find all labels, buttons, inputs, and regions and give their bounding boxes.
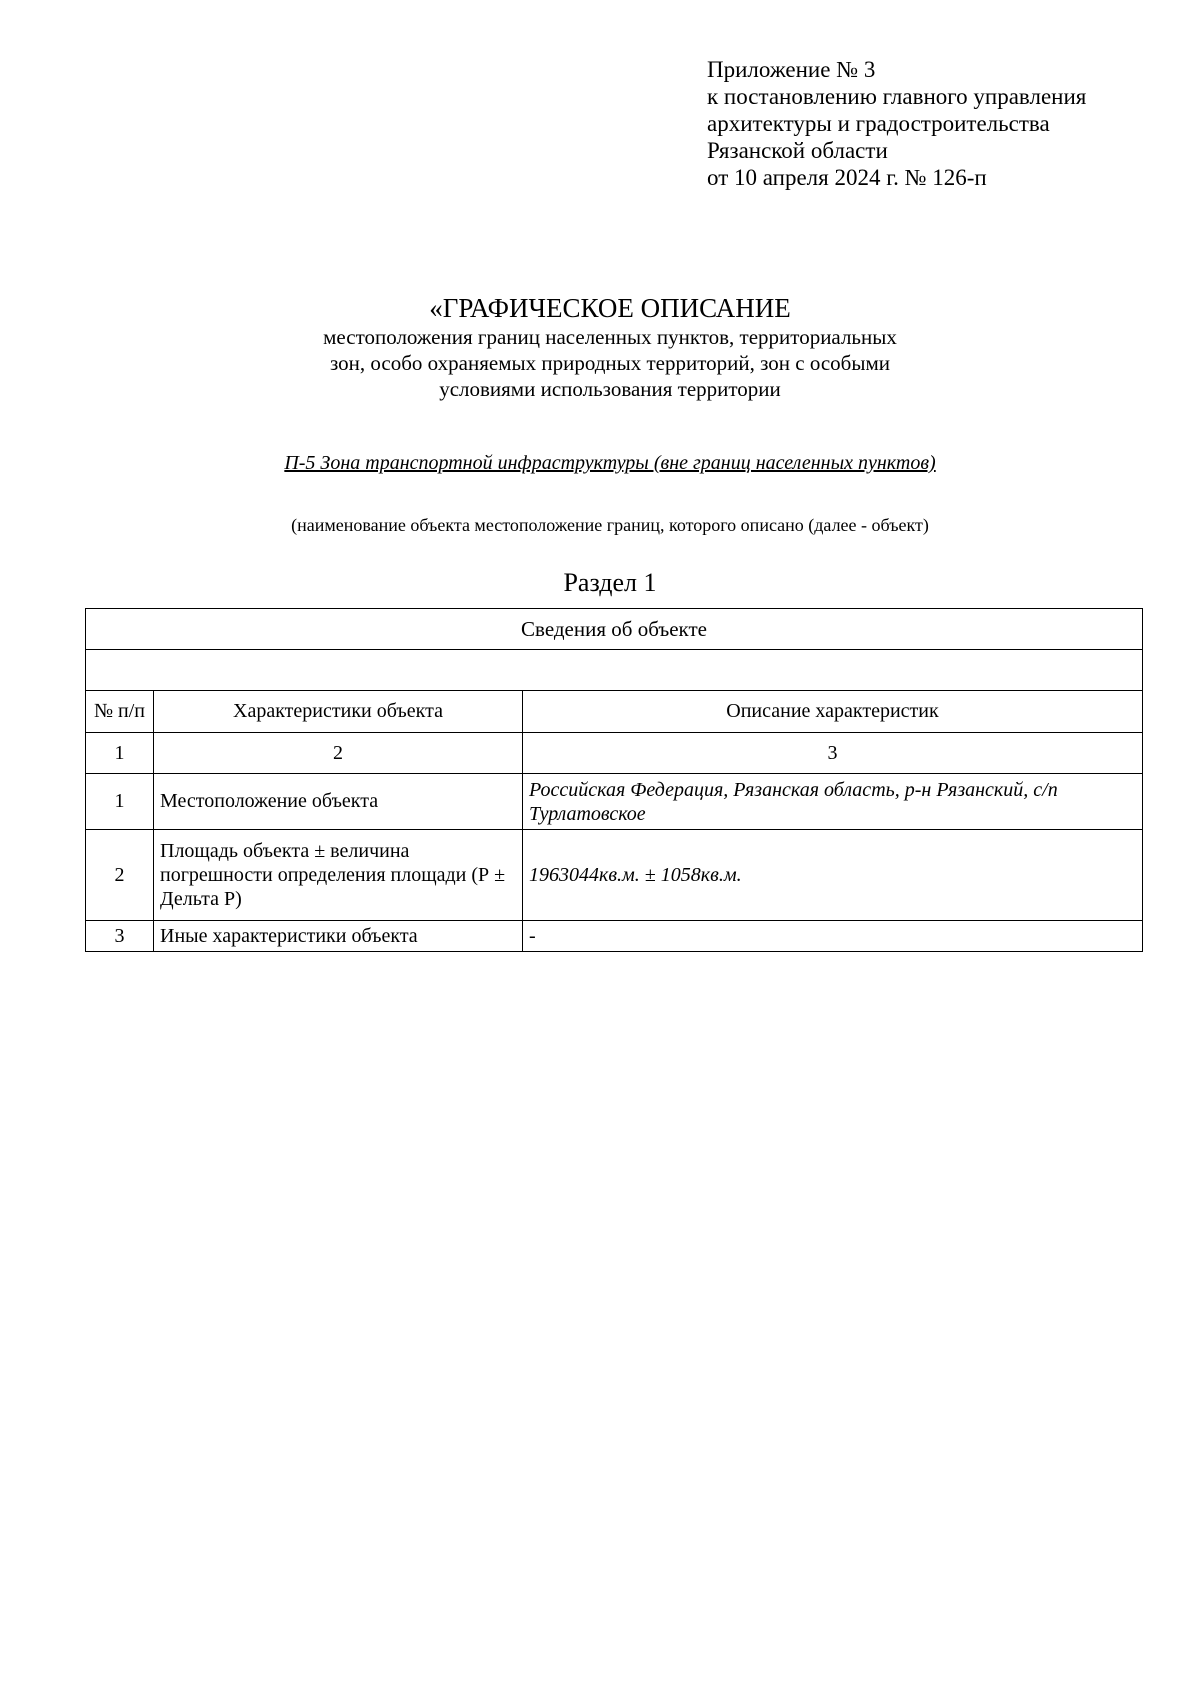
appendix-line: от 10 апреля 2024 г. № 126-п — [707, 165, 987, 190]
row-num: 3 — [86, 921, 154, 952]
column-number: 1 — [86, 733, 154, 774]
table-row — [86, 830, 1143, 921]
document-title — [0, 292, 1200, 402]
table-empty-row — [86, 650, 1143, 691]
section-title: Раздел 1 — [563, 568, 657, 597]
row-num: 1 — [86, 774, 154, 830]
appendix-line: Приложение № 3 — [707, 57, 876, 82]
column-header-characteristic: Характеристики объекта — [154, 691, 523, 733]
row-characteristic: Площадь объекта ± величина погрешности определения площади (Р ± Дельта Р) — [154, 830, 523, 921]
table-row — [86, 921, 1143, 952]
title-sub-line: местоположения границ населенных пунктов, территориальных — [323, 325, 897, 349]
row-characteristic: Иные характеристики объекта — [154, 921, 523, 952]
row-description: Российская Федерация, Рязанская область, р-н Рязанский, с/п Турлатовское — [523, 774, 1143, 830]
table-header-row — [86, 609, 1143, 650]
row-num: 2 — [86, 830, 154, 921]
table-row — [86, 774, 1143, 830]
table-column-numbers — [86, 733, 1143, 774]
title-sub-line: условиями использования территории — [439, 377, 781, 401]
object-caption: (наименование объекта местоположение границ, которого описано (далее - объект) — [291, 515, 929, 535]
row-characteristic: Местоположение объекта — [154, 774, 523, 830]
row-description: 1963044кв.м. ± 1058кв.м. — [523, 830, 1143, 921]
object-info-table — [85, 608, 1143, 952]
appendix-line: архитектуры и градостроительства — [707, 111, 1050, 136]
object-name: П-5 Зона транспортной инфраструктуры (вне границ населенных пунктов) — [284, 452, 936, 474]
table-column-headers — [86, 691, 1143, 733]
column-header-description: Описание характеристик — [523, 691, 1143, 733]
title-main: «ГРАФИЧЕСКОЕ ОПИСАНИЕ — [429, 293, 791, 323]
table-header: Сведения об объекте — [86, 609, 1143, 650]
row-description: - — [523, 921, 1143, 952]
table-empty-cell — [86, 650, 1143, 691]
appendix-line: Рязанской области — [707, 138, 888, 163]
title-sub-line: зон, особо охраняемых природных территорий, зон с особыми — [329, 351, 891, 375]
appendix-line: к постановлению главного управления — [707, 84, 1087, 109]
appendix-block — [707, 56, 1086, 191]
column-header-num: № п/п — [86, 691, 154, 733]
column-number: 2 — [154, 733, 523, 774]
column-number: 3 — [523, 733, 1143, 774]
